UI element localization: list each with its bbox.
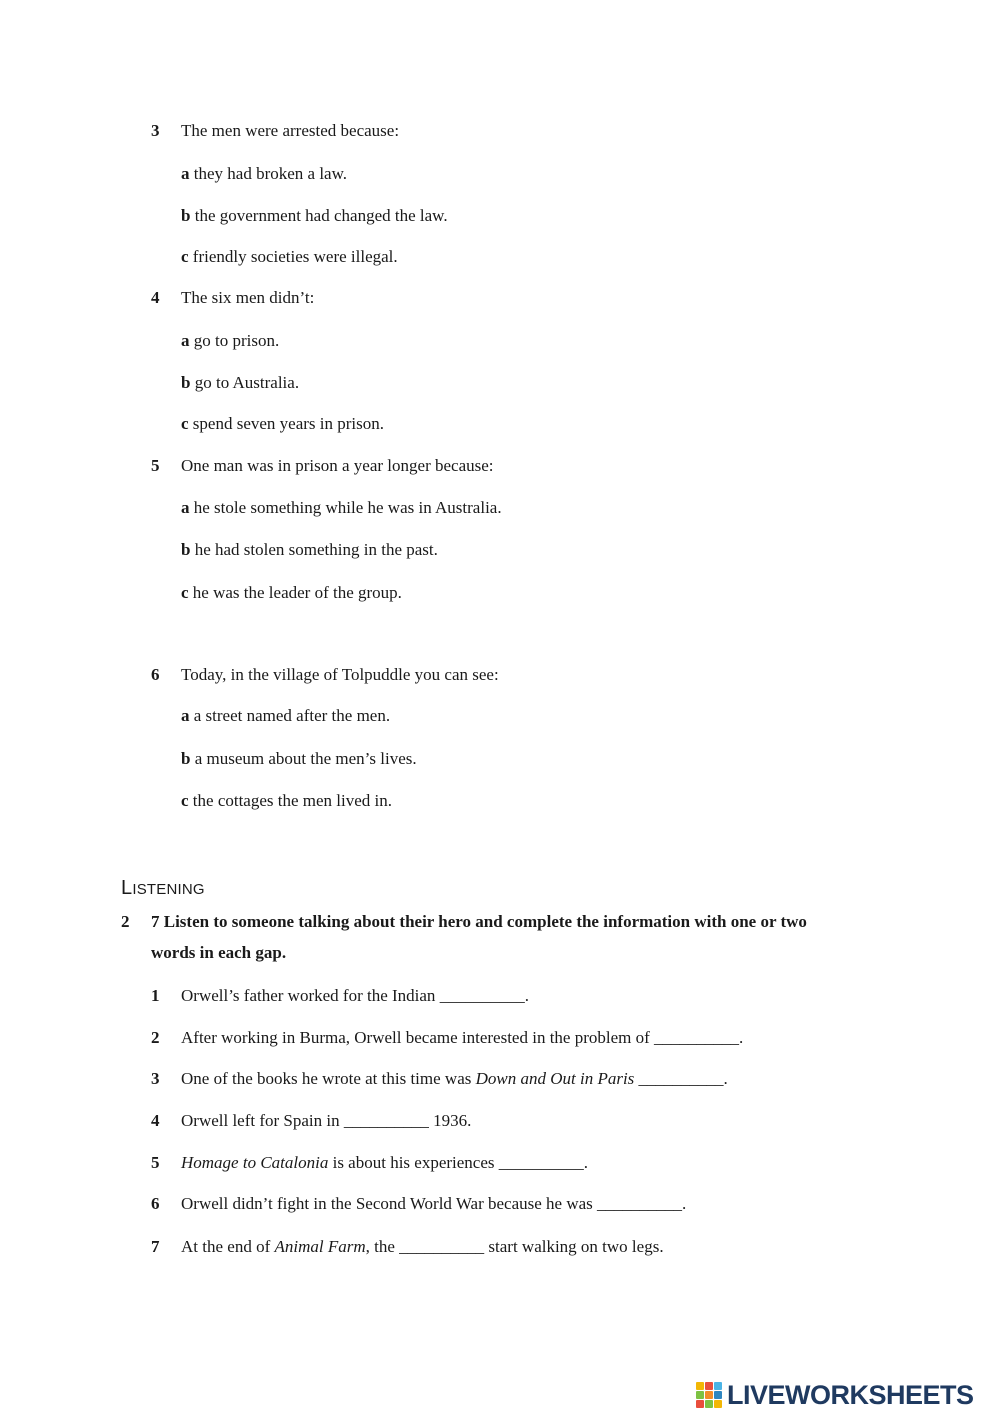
option-letter: a <box>181 706 190 725</box>
gap-fill-sentence[interactable] <box>181 1194 686 1214</box>
logo-tile <box>714 1400 722 1408</box>
option-letter: b <box>181 373 191 392</box>
logo-tile <box>696 1382 704 1390</box>
sentence-text: __________. <box>654 1028 744 1047</box>
option-text: spend seven years in prison. <box>192 414 385 433</box>
question-text: Today, in the village of Tolpuddle you can see: <box>181 665 499 684</box>
question-text: The men were arrested because: <box>181 121 400 140</box>
gap-fill-sentence[interactable] <box>181 1153 588 1173</box>
question-text: The six men didn’t: <box>181 288 315 307</box>
answer-option-a[interactable] <box>181 706 390 726</box>
gap-item-number: 1 <box>151 986 160 1005</box>
option-letter: c <box>181 414 189 433</box>
gap-fill-sentence[interactable] <box>181 1028 743 1048</box>
logo-text: LIVEWORKSHEETS <box>727 1379 974 1410</box>
book-title: Homage to Catalonia <box>181 1153 329 1172</box>
option-text: go to Australia. <box>194 373 300 392</box>
sentence-text: is about his experiences __________. <box>328 1153 589 1172</box>
logo-tile <box>714 1391 722 1399</box>
option-text: friendly societies were illegal. <box>192 247 398 266</box>
gap-item-number: 7 <box>151 1237 160 1256</box>
sentence-text: Orwell’s father worked for the Indian <box>181 986 440 1005</box>
logo-tile <box>696 1400 704 1408</box>
answer-option-a[interactable] <box>181 498 502 518</box>
logo-tile <box>696 1391 704 1399</box>
sentence-text: At the end of <box>181 1237 275 1256</box>
logo-tile <box>705 1382 713 1390</box>
sentence-text: , the __________ start walking on two legs. <box>365 1237 664 1256</box>
option-text: he had stolen something in the past. <box>194 540 438 559</box>
sentence-text: __________. <box>634 1069 728 1088</box>
gap-item-number: 2 <box>151 1028 160 1047</box>
question-number: 4 <box>151 288 160 307</box>
question-number: 5 <box>151 456 160 475</box>
option-letter: c <box>181 247 189 266</box>
sentence-text: After working in Burma, Orwell became interested in the problem of <box>181 1028 655 1047</box>
option-letter: c <box>181 583 189 602</box>
option-letter: a <box>181 164 190 183</box>
answer-option-c[interactable] <box>181 583 402 603</box>
answer-option-c[interactable] <box>181 791 392 811</box>
task-instruction-line1: 7 Listen to someone talking about their hero and complete the information with one or two <box>151 912 807 931</box>
option-text: a museum about the men’s lives. <box>194 749 417 768</box>
gap-fill-sentence[interactable] <box>181 1237 664 1257</box>
option-text: the cottages the men lived in. <box>192 791 393 810</box>
option-text: they had broken a law. <box>193 164 348 183</box>
gap-item-number: 5 <box>151 1153 160 1172</box>
answer-option-c[interactable] <box>181 414 384 434</box>
option-text: the government had changed the law. <box>194 206 448 225</box>
sentence-text: __________. <box>597 1194 687 1213</box>
option-text: he stole something while he was in Australia. <box>193 498 502 517</box>
gap-item-number: 3 <box>151 1069 160 1088</box>
sentence-text: Orwell left for Spain in __________ 1936. <box>181 1111 472 1130</box>
gap-fill-sentence[interactable] <box>181 1069 728 1089</box>
answer-option-a[interactable] <box>181 164 347 184</box>
logo-grid-icon <box>696 1382 722 1408</box>
logo-tile <box>705 1400 713 1408</box>
answer-option-b[interactable] <box>181 540 438 560</box>
answer-option-b[interactable] <box>181 749 417 769</box>
liveworksheets-logo[interactable] <box>696 1380 974 1410</box>
book-title: Down and Out in Paris <box>475 1069 635 1088</box>
heading-rest: ISTENING <box>132 881 205 898</box>
question-number: 6 <box>151 665 160 684</box>
task-instruction-line2: words in each gap. <box>151 943 287 962</box>
heading-initial: L <box>121 877 133 899</box>
task-number: 2 <box>121 912 130 931</box>
logo-tile <box>714 1382 722 1390</box>
sentence-text: __________. <box>439 986 529 1005</box>
option-letter: a <box>181 331 190 350</box>
question-text: One man was in prison a year longer because: <box>181 456 494 475</box>
gap-item-number: 6 <box>151 1194 160 1213</box>
option-letter: a <box>181 498 190 517</box>
option-letter: b <box>181 540 191 559</box>
gap-item-number: 4 <box>151 1111 160 1130</box>
question-number: 3 <box>151 121 160 140</box>
section-heading-listening <box>121 877 205 900</box>
answer-option-b[interactable] <box>181 373 299 393</box>
gap-fill-sentence[interactable] <box>181 986 529 1006</box>
option-letter: b <box>181 749 191 768</box>
gap-fill-sentence[interactable] <box>181 1111 471 1131</box>
answer-option-a[interactable] <box>181 331 279 351</box>
book-title: Animal Farm <box>274 1237 366 1256</box>
sentence-text: Orwell didn’t fight in the Second World War because he was <box>181 1194 598 1213</box>
option-text: he was the leader of the group. <box>192 583 402 602</box>
option-text: a street named after the men. <box>193 706 391 725</box>
logo-tile <box>705 1391 713 1399</box>
answer-option-c[interactable] <box>181 247 398 267</box>
sentence-text: One of the books he wrote at this time was <box>181 1069 476 1088</box>
option-letter: c <box>181 791 189 810</box>
answer-option-b[interactable] <box>181 206 448 226</box>
option-text: go to prison. <box>193 331 280 350</box>
option-letter: b <box>181 206 191 225</box>
